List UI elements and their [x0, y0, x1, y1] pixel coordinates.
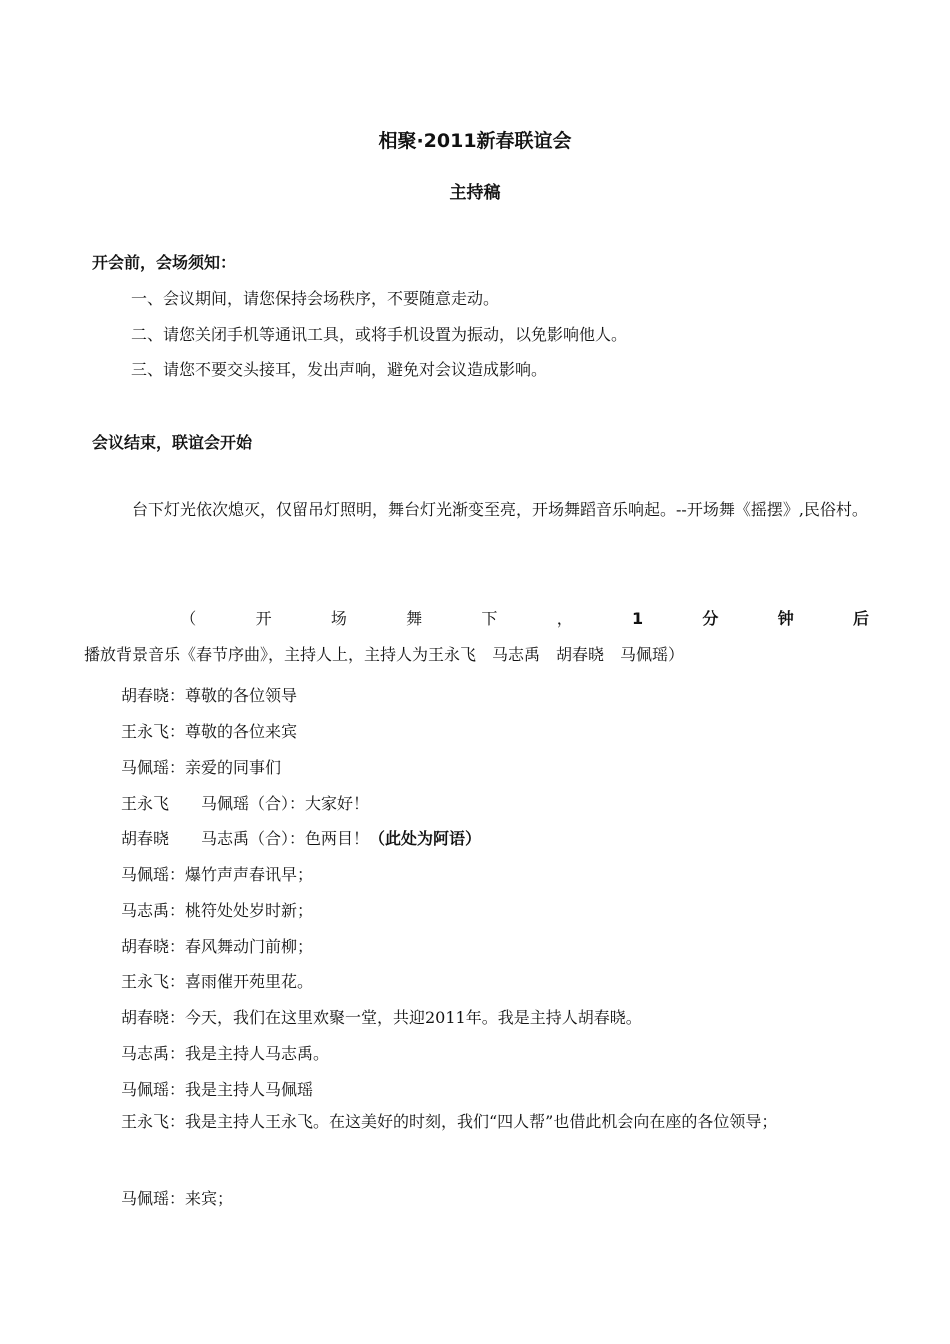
script-line: 王永飞：尊敬的各位来宾	[121, 722, 298, 741]
script-line: 马佩瑶：我是主持人马佩瑶	[121, 1080, 314, 1099]
document-title: 相聚·2011新春联谊会	[378, 130, 572, 152]
script-line: 马志禹：桃符处处岁时新；	[121, 901, 314, 920]
arabic-note: （此处为阿语）	[369, 829, 482, 848]
script-line: 胡春晓：今天，我们在这里欢聚一堂，共迎2011年。我是主持人胡春晓。	[121, 1008, 642, 1027]
notice-item: 二、请您关闭手机等通讯工具，或将手机设置为振动，以免影响他人。	[131, 325, 628, 344]
intro-paragraph	[84, 492, 869, 528]
script-line: 王永飞 马佩瑶（合）：大家好！	[121, 794, 370, 813]
script-line: 马佩瑶：爆竹声声春讯早；	[121, 865, 314, 884]
notice-item: 一、会议期间，请您保持会场秩序，不要随意走动。	[131, 289, 500, 308]
section-heading-party-start: 会议结束，联谊会开始	[92, 433, 253, 452]
notice-item: 三、请您不要交头接耳，发出声响，避免对会议造成影响。	[131, 360, 548, 379]
stage-note-pre: （开场舞下，	[121, 609, 632, 628]
intro-text: 台下灯光依次熄灭，仅留吊灯照明，舞台灯光渐变至亮，开场舞蹈音乐响起。--开场舞《摇摆》,民俗村。	[132, 500, 868, 519]
script-line: 王永飞：喜雨催开苑里花。	[121, 972, 314, 991]
document-subtitle: 主持稿	[449, 183, 501, 203]
script-line-text: 王永飞：我是主持人王永飞。在这美好的时刻，我们“四人帮”也借此机会向在座的各位领导；	[121, 1112, 778, 1131]
script-line: 马志禹：我是主持人马志禹。	[121, 1044, 330, 1063]
script-line-text: 胡春晓 马志禹（合）：色两目！	[121, 829, 370, 848]
section-heading-before-meeting: 开会前，会场须知：	[92, 253, 237, 272]
stage-note-bold: 1分钟后	[632, 609, 869, 628]
script-line: 马佩瑶：来宾；	[121, 1189, 234, 1208]
script-line: 马佩瑶：亲爱的同事们	[121, 758, 282, 777]
script-line-with-note	[121, 826, 481, 849]
stage-note-paragraph	[84, 601, 869, 673]
script-line-wrapped	[84, 1104, 869, 1140]
stage-note-post: 播放背景音乐《春节序曲》，主持人上，主持人为王永飞 马志禹 胡春晓 马佩瑶）	[84, 645, 685, 664]
script-line: 胡春晓：春风舞动门前柳；	[121, 937, 314, 956]
script-line: 胡春晓：尊敬的各位领导	[121, 686, 298, 705]
